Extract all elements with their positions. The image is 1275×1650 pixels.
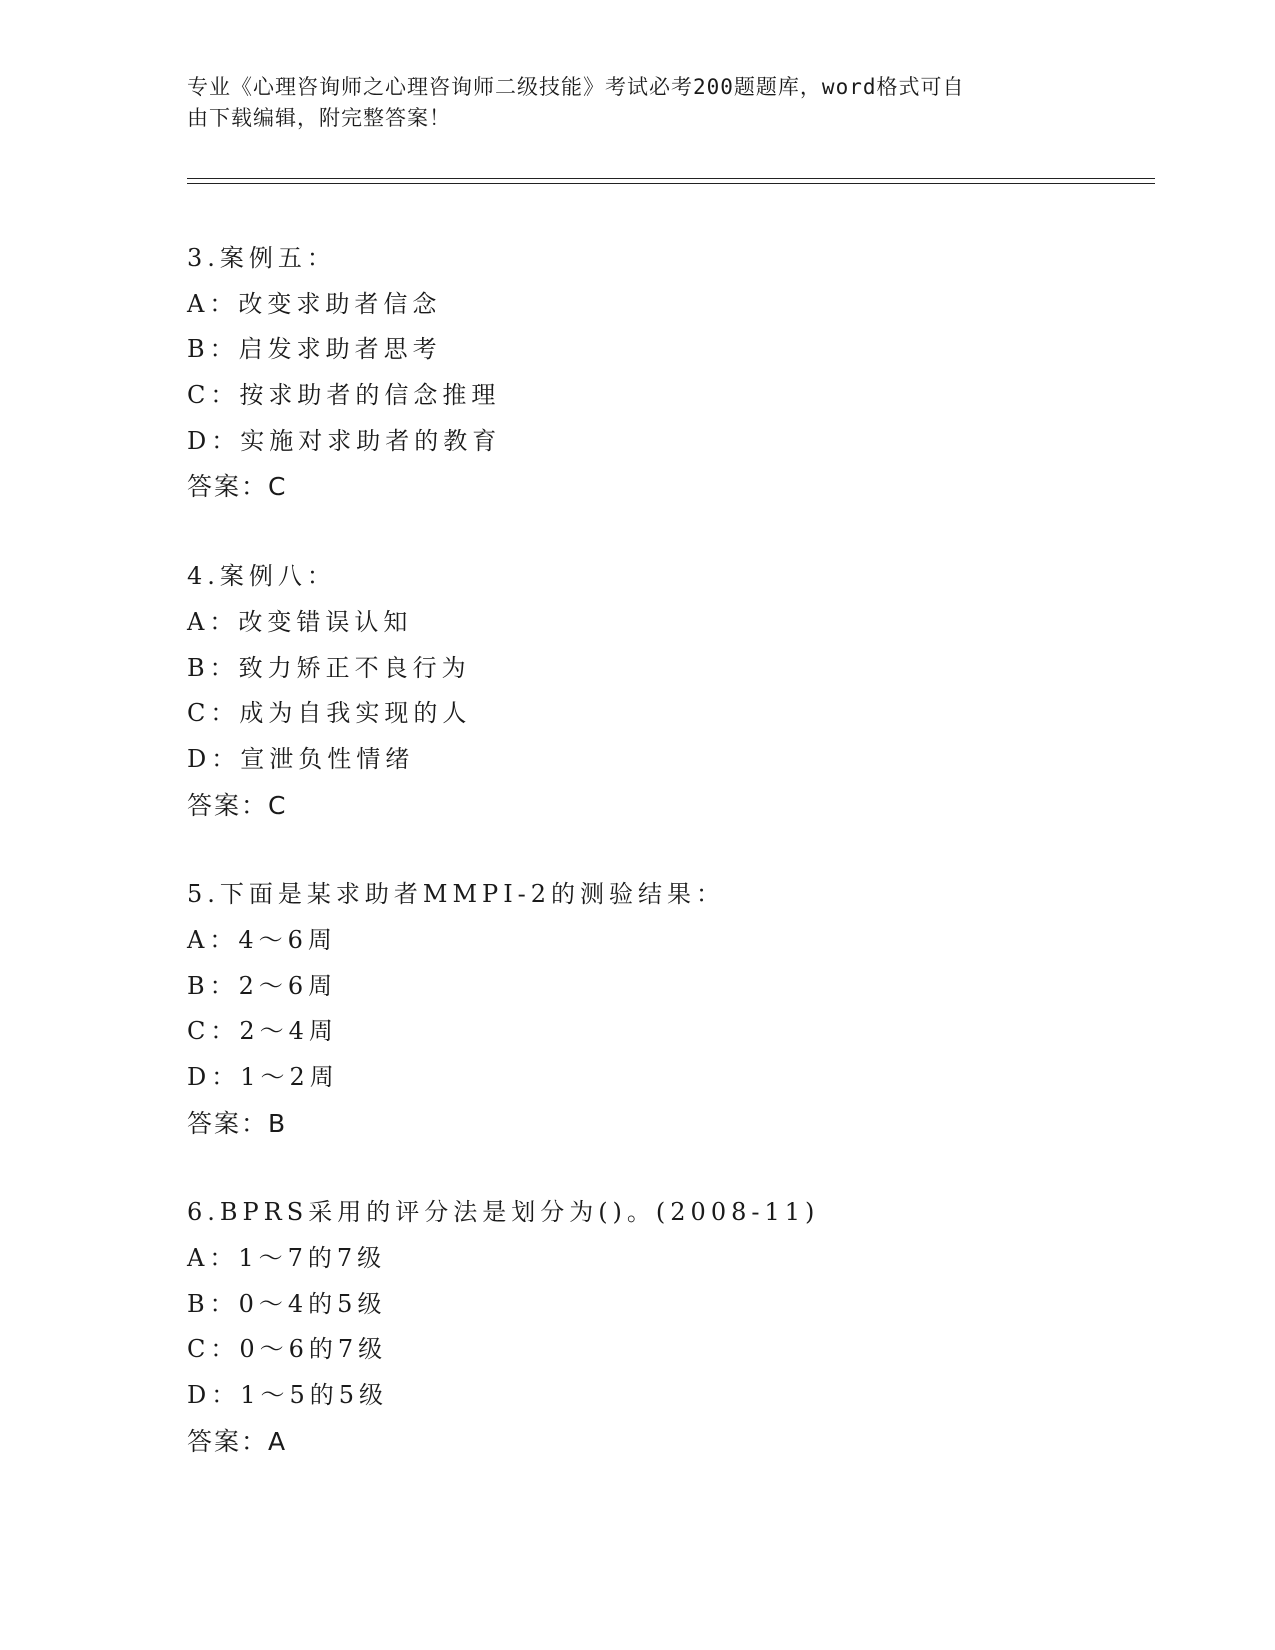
answer-line: 答案：A <box>187 1426 288 1456</box>
answer-line: 答案：C <box>187 472 288 502</box>
option-d: D：1～5的5级 <box>187 1381 389 1410</box>
option-d: D：1～2周 <box>187 1063 339 1091</box>
option-a: A：1～7的7级 <box>187 1244 387 1273</box>
question-4 <box>187 554 1137 828</box>
option-c: C：成为自我实现的人 <box>187 699 472 728</box>
option-b: B：致力矫正不良行为 <box>187 653 471 682</box>
question-5 <box>187 872 1137 1146</box>
option-a: A：改变错误认知 <box>187 607 413 636</box>
header-divider-bottom <box>187 183 1155 184</box>
option-d: D：宣泄负性情绪 <box>187 744 415 773</box>
question-stem: 5.下面是某求助者MMPI-2的测验结果： <box>187 880 726 909</box>
option-c: C：2～4周 <box>187 1017 338 1046</box>
question-3 <box>187 236 1137 510</box>
question-stem: 3.案例五： <box>187 244 336 272</box>
question-6 <box>187 1190 1137 1464</box>
question-list <box>187 236 1137 1509</box>
document-header <box>187 72 1087 134</box>
option-a: A：改变求助者信念 <box>187 289 442 318</box>
answer-line: 答案：B <box>187 1108 288 1138</box>
option-b: B：2～6周 <box>187 971 338 1000</box>
header-line-1: 专业《心理咨询师之心理咨询师二级技能》考试必考200题题库，word格式可自 <box>187 75 965 99</box>
option-d: D：实施对求助者的教育 <box>187 426 502 455</box>
header-line-2: 由下载编辑，附完整答案！ <box>187 106 451 130</box>
option-b: B：0～4的5级 <box>187 1289 387 1318</box>
question-stem: 6.BPRS采用的评分法是划分为()。(2008-11) <box>187 1198 820 1227</box>
header-divider-top <box>187 178 1155 179</box>
option-c: C：按求助者的信念推理 <box>187 381 501 410</box>
option-b: B：启发求助者思考 <box>187 335 442 364</box>
option-a: A：4～6周 <box>187 925 337 954</box>
option-c: C：0～6的7级 <box>187 1335 388 1364</box>
question-stem: 4.案例八： <box>187 562 336 591</box>
answer-line: 答案：C <box>187 790 288 820</box>
